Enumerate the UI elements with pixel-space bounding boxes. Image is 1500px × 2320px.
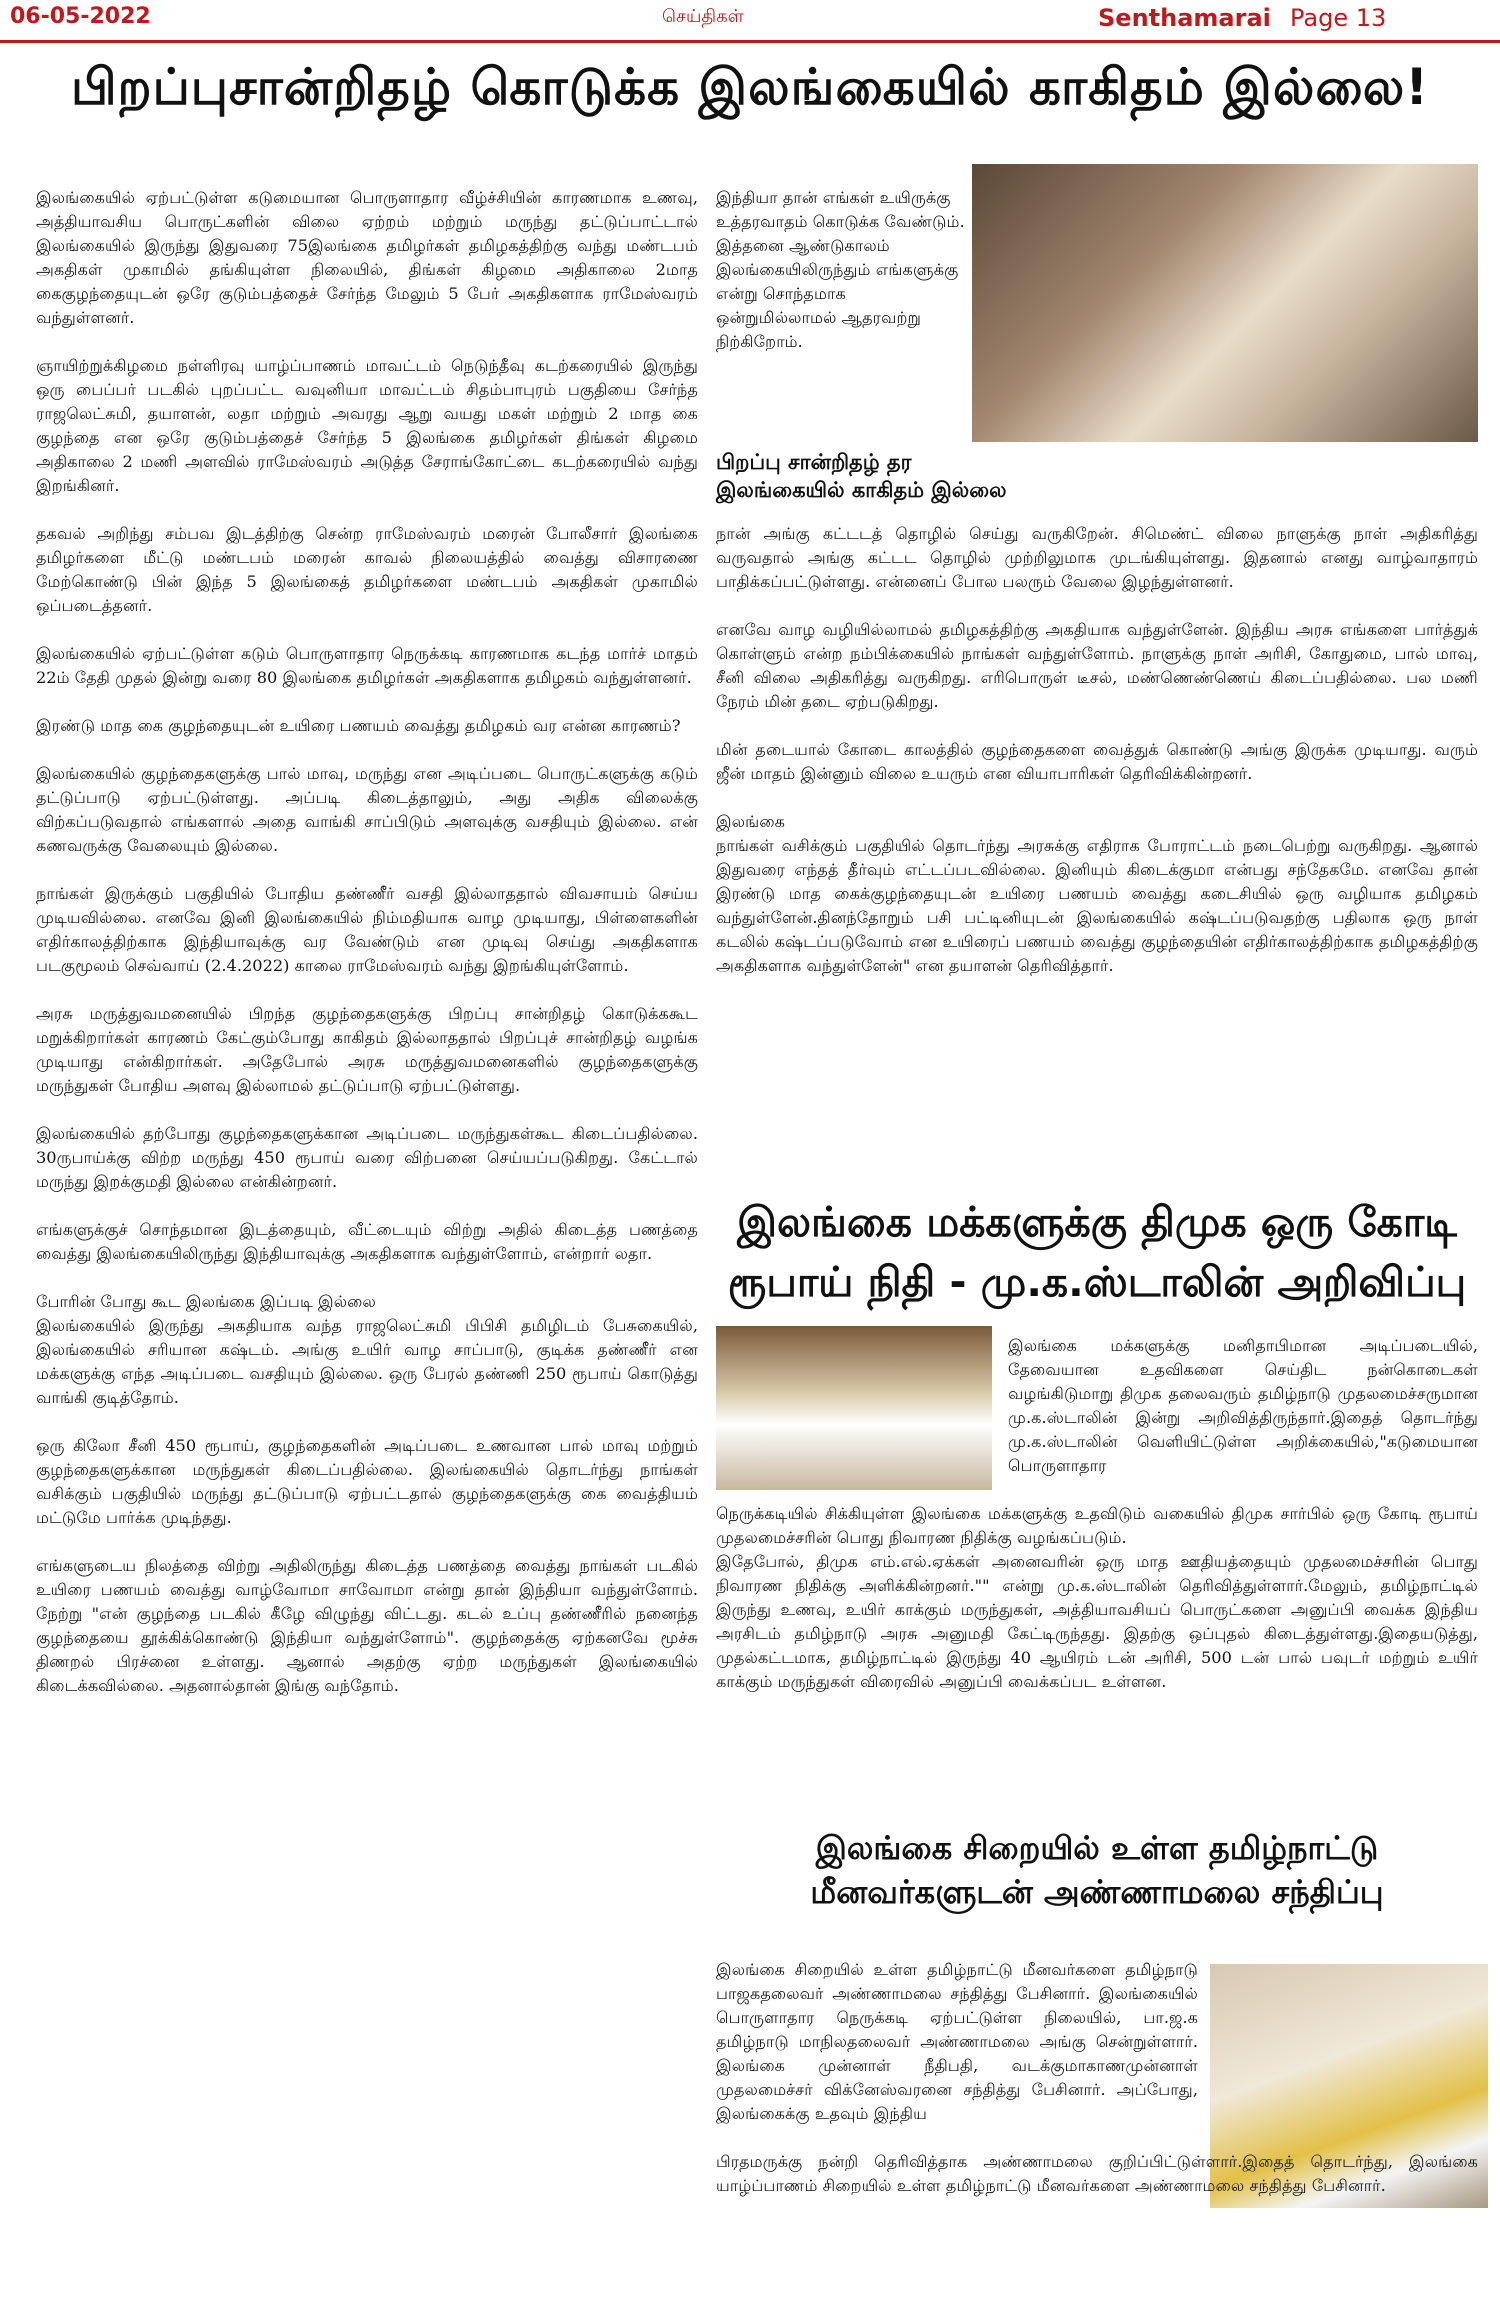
article-paragraph: இலங்கையில் குழந்தைகளுக்கு பால் மாவு, மருந்து என அடிப்படை பொருட்களுக்கு கடும் தட்டுப்பாடு ஏற்பட்டுள்ளது. அப்படி கிடைத்தாலும், அது அதிக விலைக்கு விற்கப்படுவதால் எங்களால் அதை வாங்கி சாப்பிடும் அளவுக்கு வசதியும் இல்லை. என் கணவருக்கு வேலையும் இல்லை. <box>36 764 698 855</box>
article-paragraph: நான் அங்கு கட்டடத் தொழில் செய்து வருகிறேன். சிமெண்ட் விலை நாளுக்கு நாள் அதிகரித்து வருவதால் அங்கு கட்டட தொழில் முற்றிலுமாக முடங்கியுள்ளது. இதனால் எனது வாழ்வாதாரம் பாதிக்கப்பட்டுள்ளது. என்னைப் போல பலரும் வேலை இழந்துள்ளனர். <box>716 524 1478 591</box>
article-paragraph: இரண்டு மாத கை குழந்தையுடன் உயிரை பணயம் வைத்து தமிழகம் வர என்ன காரணம்? <box>36 716 681 735</box>
article-paragraph: எங்களுக்குச் சொந்தமான இடத்தையும், வீட்டையும் விற்று அதில் கிடைத்த பணத்தை வைத்து இலங்கையிலிருந்து இந்தியாவுக்கு அகதிகளாக வந்துள்ளோம், என்றார் லதா. <box>36 1220 698 1263</box>
story3-headline: இலங்கை சிறையில் உள்ள தமிழ்நாட்டு மீனவர்களுடன் அண்ணாமலை சந்திப்பு <box>810 1829 1384 1911</box>
story3-body: பிரதமருக்கு நன்றி தெரிவித்தாக அண்ணாமலை குறிப்பிட்டுள்ளார்.இதைத் தொடர்ந்து, இலங்கை யாழ்ப்பாணம் சிறையில் உள்ள தமிழ்நாட்டு மீனவர்களை அண்ணாமலை சந்தித்து பேசினார். <box>716 2152 1478 2195</box>
refugee-women-photo <box>972 164 1478 442</box>
article-paragraph: ஒரு கிலோ சீனி 450 ரூபாய், குழந்தைகளின் அடிப்படை உணவான பால் மாவு மற்றும் குழந்தைகளுக்கான மருந்துகள் கிடைப்பதில்லை. இலங்கையில் தொடர்ந்து நாங்கள் வசிக்கும் பகுதியில் மருந்து தட்டுப்பாடு ஏற்பட்டதால் குழந்தைகளுக்கு கை வைத்தியம் மட்டுமே பார்க்க முடிந்தது. <box>36 1436 698 1527</box>
article-paragraph: எனவே வாழ வழியில்லாமல் தமிழகத்திற்கு அகதியாக வந்துள்ளேன். இந்திய அரசு எங்களை பார்த்துக் கொள்ளும் என்ற நம்பிக்கையில் நாங்கள் வந்துள்ளோம். நாளுக்கு நாள் அரிசி, கோதுமை, பால் மாவு, சீனி விலை அதிகரித்து வருகிறது. எரிபொருள் டீசல், மண்ணெண்ணெய் கிடைப்பதில்லை. பல மணி நேரம் மின் தடை ஏற்படுகிறது. <box>716 620 1478 711</box>
story2-body: நெருக்கடியில் சிக்கியுள்ள இலங்கை மக்களுக்கு உதவிடும் வகையில் திமுக சார்பில் ஒரு கோடி ரூபாய் முதலமைச்சரின் பொது நிவாரண நிதிக்கு வழங்கப்படும். இதேபோல், திமுக எம்.எல்.ஏக்கள் அனைவரின் ஒரு மாத ஊதியத்தையும் முதலமைச்சரின் பொது நிவாரண நிதிக்கு அளிக்கின்றனர்."" என்று மு.க.ஸ்டாலின் தெரிவித்துள்ளார்.மேலும், தமிழ்நாட்டில் இருந்து உணவு, உயிர் காக்கும் மருந்துகள், அத்தியாவசியப் பொருட்களை அனுப்பி வைக்க இந்திய அரசிடம் தமிழ்நாடு அரசு அனுமதி கேட்டிருந்தது. இதற்கு ஒப்புதல் கிடைத்துள்ளது.இதையடுத்து, முதல்கட்டமாக, தமிழ்நாட்டில் இருந்து 40 ஆயிரம் டன் அரிசி, 500 டன் பால் பவுடர் மற்றும் உயிர் காக்கும் மருந்துகள் விரைவில் அனுப்பி வைக்கப்பட உள்ளன. <box>716 1504 1478 1691</box>
article-paragraph: இலங்கை நாங்கள் வசிக்கும் பகுதியில் தொடர்ந்து அரசுக்கு எதிராக போராட்டம் நடைபெற்று வருகிறது. ஆனால் இதுவரை எந்தத் தீர்வும் எட்டப்படவில்லை. இனியும் கிடைக்குமா என்பது சந்தேகமே. எனவே தான் இரண்டு மாத கைக்குழந்தையுடன் உயிரை பணயம் வைத்து கடைசியில் ஒரு வழியாக தமிழகம் வந்துள்ளேன்.தினந்தோறும் பசி பட்டினியுடன் இலங்கையில் கஷ்டப்படுவதற்கு பதிலாக ஒரு நாள் கடலில் கஷ்டப்படுவோம் என உயிரைப் பணயம் வைத்து குழந்தையின் எதிர்காலத்திற்காக தமிழகத்திற்கு அகதிகளாக வந்துள்ளேன்" என தயாளன் தெரிவித்தார். <box>716 812 1478 975</box>
left-article-column <box>36 186 698 1722</box>
article-paragraph: இலங்கையில் ஏற்பட்டுள்ள கடுமையான பொருளாதார வீழ்ச்சியின் காரணமாக உணவு, அத்தியாவசிய பொருட்களின் விலை ஏற்றம் மற்றும் மருந்து தட்டுப்பாட்டால் இலங்கையில் இருந்து இதுவரை 75இலங்கை தமிழர்கள் தமிழகத்திற்கு வந்து மண்டபம் அகதிகள் முகாமில் தங்கியுள்ள நிலையில், திங்கள் கிழமை அதிகாலை 2மாத கைகுழந்தையுடன் ஒரே குடும்பத்தைச் சேர்ந்த மேலும் 5 பேர் அகதிகளாக ராமேஸ்வரம் வந்துள்ளனர். <box>36 188 698 327</box>
page-number: Page 13 <box>1290 4 1387 32</box>
stalin-photo <box>716 1326 992 1490</box>
article-paragraph: ஞாயிற்றுக்கிழமை நள்ளிரவு யாழ்ப்பாணம் மாவட்டம் நெடுந்தீவு கடற்கரையில் இருந்து ஒரு பைப்பர் படகில் புறப்பட்ட வவுனியா மாவட்டம் சிதம்பாபுரம் பகுதியை சேர்ந்த ராஜலெட்சுமி, தயாளன், லதா மற்றும் அவரது ஆறு வயது மகள் மற்றும் 2 மாத கை குழந்தை என ஒரே குடும்பத்தைச் சேர்ந்த 5 இலங்கை தமிழர்கள் திங்கள் கிழமை அதிகாலை 2 மணி அளவில் ராமேஸ்வரம் அடுத்த சேராங்கோட்டை கடற்கரையில் வந்து இறங்கினர். <box>36 356 698 495</box>
pull-quote: இந்தியா தான் எங்கள் உயிருக்கு உத்தரவாதம் கொடுக்க வேண்டும். இத்தனை ஆண்டுகாலம் இலங்கையிலிருந்தும் எங்களுக்கு என்று சொந்தமாக ஒன்றுமில்லாமல் ஆதரவற்று நிற்கிறோம். <box>716 188 965 351</box>
right-article-column <box>716 522 1478 1002</box>
article-paragraph: மின் தடையால் கோடை காலத்தில் குழந்தைகளை வைத்துக் கொண்டு அங்கு இருக்க முடியாது. வரும் ஜீன் மாதம் இன்னும் விலை உயரும் என வியாபாரிகள் தெரிவிக்கின்றனர். <box>716 740 1478 783</box>
story3-lead: இலங்கை சிறையில் உள்ள தமிழ்நாட்டு மீனவர்களை தமிழ்நாடு பாஜகதலைவர் அண்ணாமலை சந்தித்து பேசினார். இலங்கையில் பொருளாதார நெருக்கடி ஏற்பட்டுள்ள நிலையில், பா.ஜ.க தமிழ்நாடு மாநிலதலைவர் அண்ணாமலை அங்கு சென்றுள்ளார். இலங்கை முன்னாள் நீதிபதி, வடக்குமாகாணமுன்னாள் முதலமைச்சர் விக்னேஸ்வரனை சந்தித்து பேசினார். அப்போது, இலங்கைக்கு உதவும் இந்திய <box>716 1960 1198 2123</box>
newspaper-brand: Senthamarai <box>1098 4 1271 32</box>
section-name: செய்திகள் <box>662 6 744 27</box>
story2-headline: இலங்கை மக்களுக்கு திமுக ஒரு கோடி ரூபாய் நிதி - மு.க.ஸ்டாலின் அறிவிப்பு <box>727 1198 1467 1306</box>
header-rule <box>0 40 1500 43</box>
article-paragraph: அரசு மருத்துவமனையில் பிறந்த குழந்தைகளுக்கு பிறப்பு சான்றிதழ் கொடுக்ககூட மறுக்கிறார்கள் காரணம் கேட்கும்போது காகிதம் இல்லாததால் பிறப்புச் சான்றிதழ் வழங்க முடியாது என்கிறார்கள். அதேபோல் அரசு மருத்துவமனைகளில் குழந்தைகளுக்கு மருந்துகள் போதிய அளவு இல்லாமல் தட்டுப்பாடு ஏற்பட்டுள்ளது. <box>36 1004 698 1095</box>
article-paragraph: இலங்கையில் ஏற்பட்டுள்ள கடும் பொருளாதார நெருக்கடி காரணமாக கடந்த மார்ச் மாதம் 22ம் தேதி முதல் இன்று வரை 80 இலங்கை தமிழர்கள் அகதிகளாக தமிழகம் வந்துள்ளனர். <box>36 644 698 687</box>
main-headline: பிறப்புசான்றிதழ் கொடுக்க இலங்கையில் காகிதம் இல்லை! <box>70 58 1430 116</box>
article-paragraph: இலங்கையில் தற்போது குழந்தைகளுக்கான அடிப்படை மருந்துகள்கூட கிடைப்பதில்லை. 30ருபாய்க்கு விற்ற மருந்து 450 ரூபாய் வரை விற்பனை செய்யப்படுகிறது. கேட்டால் மருந்து இறக்குமதி இல்லை என்கின்றனர். <box>36 1124 698 1191</box>
article-paragraph: தகவல் அறிந்து சம்பவ இடத்திற்கு சென்ற ராமேஸ்வரம் மரைன் போலீசார் இலங்கை தமிழர்களை மீட்டு மண்டபம் மரைன் காவல் நிலையத்தில் வைத்து விசாரணை மேற்கொண்டு பின் இந்த 5 இலங்கைத் தமிழர்களை மண்டபம் அகதிகள் முகாமில் ஒப்படைத்தனர். <box>36 524 698 615</box>
issue-date: 06-05-2022 <box>10 4 151 29</box>
article-paragraph: நாங்கள் இருக்கும் பகுதியில் போதிய தண்ணீர் வசதி இல்லாததால் விவசாயம் செய்ய முடியவில்லை. எனவே இனி இலங்கையில் நிம்மதியாக வாழ முடியாது, பிள்ளைகளின் எதிர்காலத்திற்காக இந்தியாவுக்கு வர வேண்டும் என முடிவு செய்து அகதிகளாக படகுமூலம் செவ்வாய் (2.4.2022) காலை ராமேஸ்வரம் வந்து இறங்கியுள்ளோம். <box>36 884 698 975</box>
article-paragraph: போரின் போது கூட இலங்கை இப்படி இல்லை இலங்கையில் இருந்து அகதியாக வந்த ராஜலெட்சுமி பிபிசி தமிழிடம் பேசுகையில், இலங்கையில் சரியான கஷ்டம். அங்கு உயிர் வாழ சாப்பாடு, குடிக்க தண்ணீர் என மக்களுக்கு எந்த அடிப்படை வசதியும் இல்லை. ஒரு பேரல் தண்ணி 250 ரூபாய் கொடுத்து வாங்கி குடித்தோம். <box>36 1292 698 1407</box>
page-header <box>0 0 1500 38</box>
story2-lead: இலங்கை மக்களுக்கு மனிதாபிமான அடிப்படையில், தேவையான உதவிகளை செய்திட நன்கொடைகள் வழங்கிடுமாறு திமுக தலைவரும் தமிழ்நாடு முதலமைச்சருமான மு.க.ஸ்டாலின் இன்று அறிவித்திருந்தார்.இதைத் தொடர்ந்து மு.க.ஸ்டாலின் வெளியிட்டுள்ள அறிக்கையில்,"கடுமையான பொருளாதார <box>1008 1336 1478 1475</box>
article-subheading: பிறப்பு சான்றிதழ் தர இலங்கையில் காகிதம் இல்லை <box>716 450 1007 502</box>
article-paragraph: எங்களுடைய நிலத்தை விற்று அதிலிருந்து கிடைத்த பணத்தை வைத்து நாங்கள் படகில் உயிரை பணயம் வைத்து வாழ்வோமா சாவோமா என்று தான் இந்தியா வந்துள்ளோம். நேற்று "என் குழந்தை படகில் கீழே விழுந்து விட்டது. கடல் உப்பு தண்ணீரில் நனைந்த குழந்தையை தூக்கிக்கொண்டு இந்தியா வந்துள்ளோம்". குழந்தைக்கு ஏற்கனவே மூச்சு திணறல் பிரச்னை உள்ளது. ஆனால் அதற்கு ஏற்ற மருந்துகள் இலங்கையில் கிடைக்கவில்லை. அதனால்தான் இங்கு வந்தோம். <box>36 1556 698 1695</box>
